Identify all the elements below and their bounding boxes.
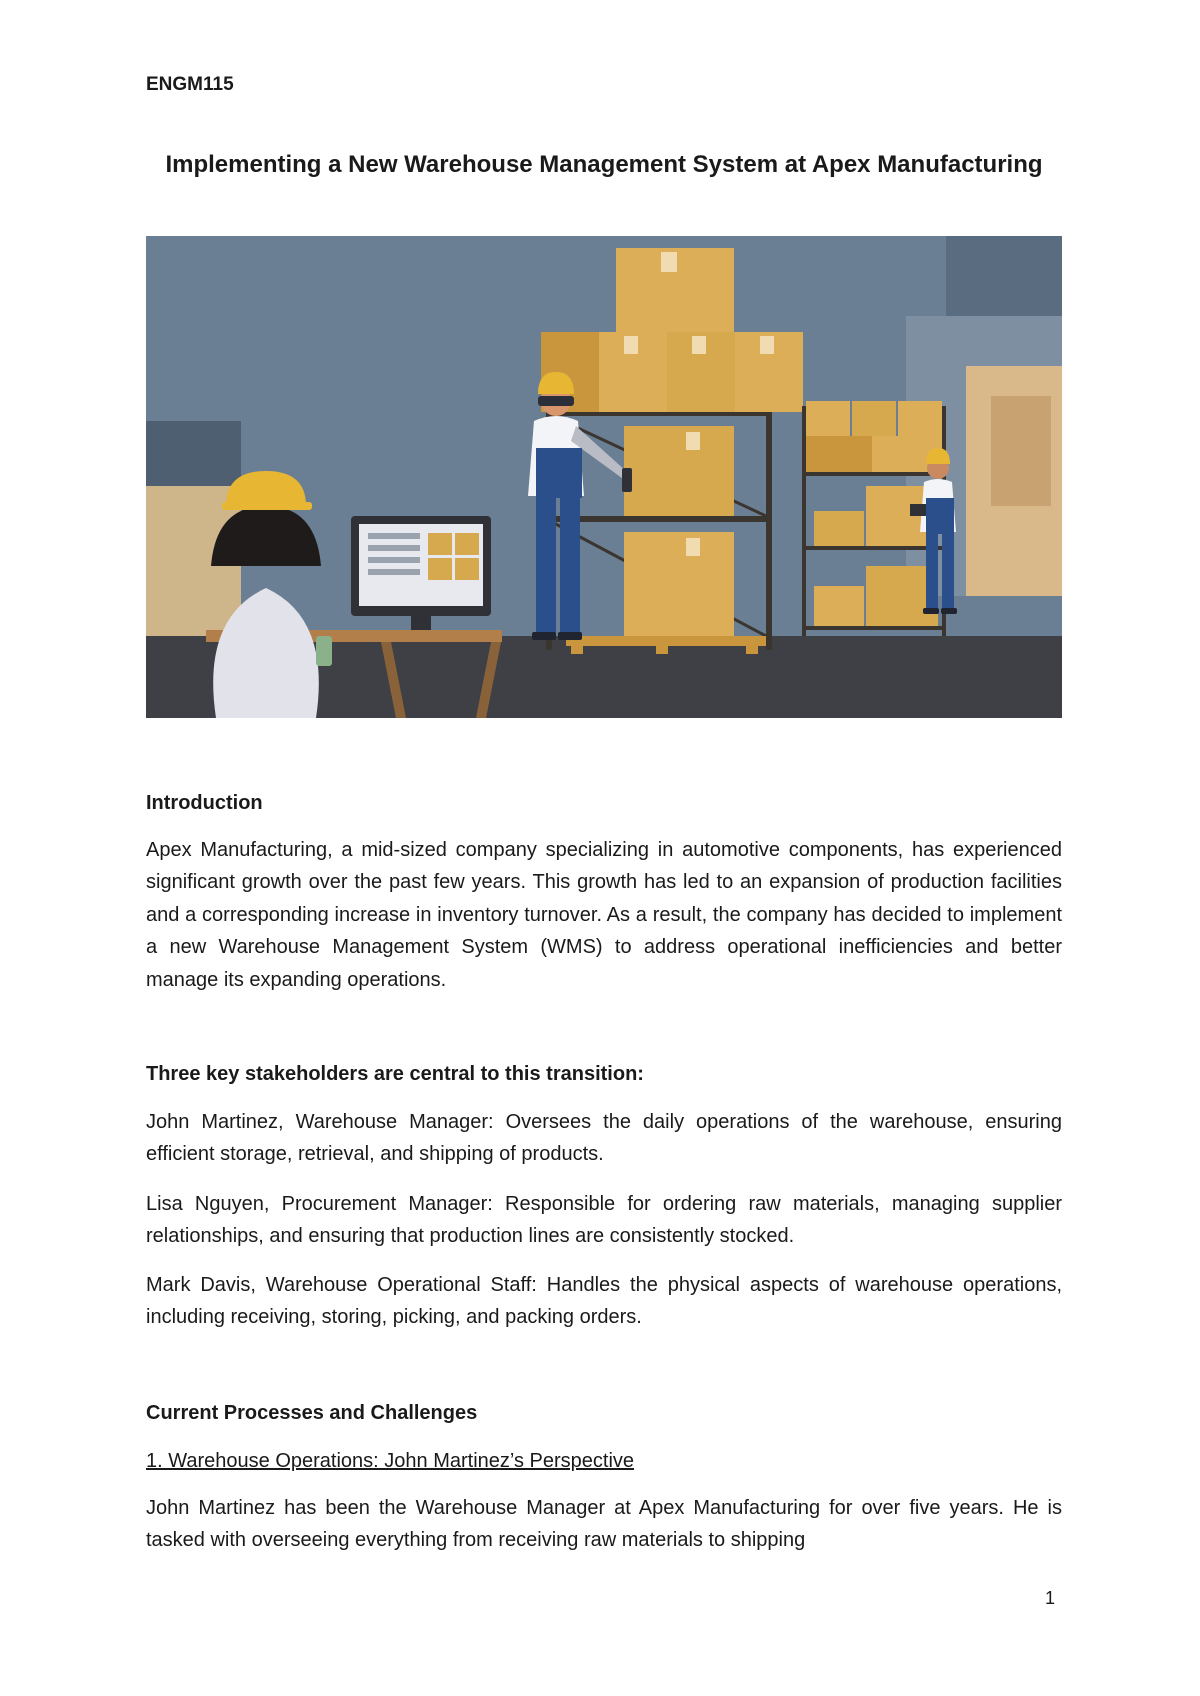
course-code-header: ENGM115 xyxy=(146,74,234,95)
processes-heading: Current Processes and Challenges xyxy=(146,1402,478,1424)
stakeholder-mark-davis: Mark Davis, Warehouse Operational Staff: Handles the physical aspects of warehouse operations, including receiving, storing, picking, and packing orders. xyxy=(146,1274,1062,1329)
document-title: Implementing a New Warehouse Management System at Apex Manufacturing xyxy=(165,151,1043,178)
warehouse-illustration xyxy=(146,236,1062,718)
introduction-heading: Introduction xyxy=(146,792,263,814)
warehouse-operations-paragraph: John Martinez has been the Warehouse Manager at Apex Manufacturing for over five years. He is tasked with overseeing everything from receiving raw materials to shipping xyxy=(146,1497,1062,1552)
stakeholder-lisa-nguyen: Lisa Nguyen, Procurement Manager: Responsible for ordering raw materials, managing supplier relationships, and ensuring that production lines are consistently stocked. xyxy=(146,1193,1062,1248)
stakeholder-john-martinez: John Martinez, Warehouse Manager: Oversees the daily operations of the warehouse, ensuring efficient storage, retrieval, and shipping of products. xyxy=(146,1111,1062,1166)
introduction-paragraph: Apex Manufacturing, a mid-sized company specializing in automotive components, has experienced significant growth over the past few years. This growth has led to an expansion of production facilities and a corresponding increase in inventory turnover. As a result, the company has decided to implement a new Warehouse Management System (WMS) to address operational inefficiencies and better manage its expanding operations. xyxy=(146,839,1062,991)
warehouse-operations-subheading: 1. Warehouse Operations: John Martinez’s Perspective xyxy=(146,1450,635,1472)
page-number: 1 xyxy=(1045,1588,1056,1608)
stakeholders-heading: Three key stakeholders are central to this transition: xyxy=(146,1063,644,1085)
